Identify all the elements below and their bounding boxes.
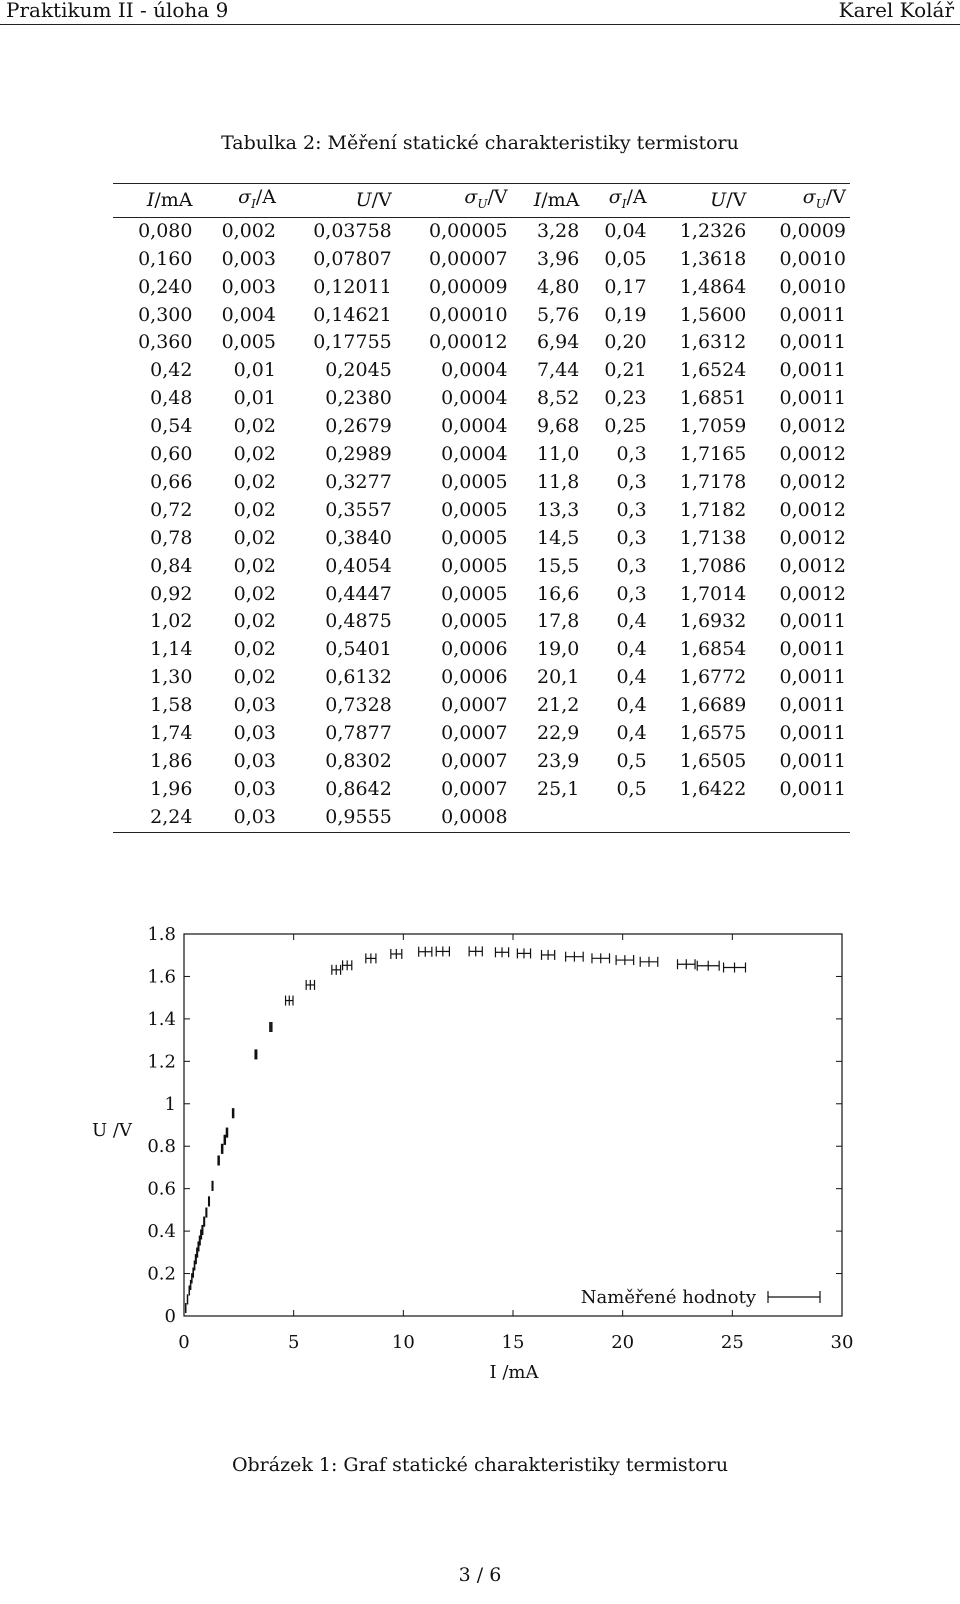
data-point: [366, 953, 376, 963]
table-cell: 13,3: [537, 498, 580, 521]
data-point: [332, 965, 341, 975]
table-cell: 0,0004: [441, 443, 508, 466]
table-cell: 0,7328: [325, 694, 392, 717]
table-cell: 3,96: [537, 247, 580, 270]
table-cell: 1,74: [150, 722, 193, 745]
table-cell: 0,05: [604, 247, 647, 270]
table-cell: 0,4: [616, 722, 647, 745]
x-tick-label: 10: [391, 1332, 415, 1353]
table-cell: 0,02: [233, 415, 276, 438]
data-point: [697, 961, 719, 971]
table-cell: 0,5: [616, 777, 647, 800]
table-cell: 0,0007: [441, 750, 508, 773]
table-cell: 0,3: [616, 526, 647, 549]
table-cell: 0,84: [150, 554, 193, 577]
data-point: [306, 980, 314, 990]
data-point: [255, 1049, 257, 1059]
table-cell: [583, 804, 650, 832]
table-cell: 23,9: [537, 750, 580, 773]
y-tick-label: 0: [164, 1306, 176, 1327]
table-cell: 0,3277: [325, 470, 392, 493]
table-cell: 1,6312: [679, 331, 747, 354]
table-cell: 0,02: [233, 582, 276, 605]
data-point: [678, 959, 696, 969]
table-cell: 9,68: [537, 415, 580, 438]
table-cell: 0,4447: [325, 582, 392, 605]
col-header-voltage-2: U/V: [710, 189, 747, 212]
table-cell: 0,8302: [325, 750, 392, 773]
table-cell: 1,6772: [679, 666, 747, 689]
table-cell: 3,28: [537, 219, 580, 242]
table-row: [113, 636, 850, 664]
table-cell: 0,0011: [779, 750, 846, 773]
col-header-current-2: I/mA: [533, 189, 580, 212]
data-point: [209, 1196, 210, 1206]
data-point: [204, 1217, 205, 1227]
table-cell: 25,1: [537, 777, 580, 800]
table-cell: 0,66: [150, 470, 193, 493]
table-cell: 0,0011: [779, 722, 846, 745]
x-tick-label: 0: [178, 1332, 190, 1353]
table-cell: 0,3: [616, 582, 647, 605]
table-cell: 1,6854: [679, 638, 747, 661]
table-cell: [512, 804, 584, 832]
table-cell: 0,02: [233, 666, 276, 689]
table-row: [113, 469, 850, 497]
table-cell: 11,0: [537, 443, 580, 466]
table-cell: 0,0011: [779, 694, 846, 717]
table-cell: 0,00009: [429, 275, 508, 298]
table-cell: 1,4864: [679, 275, 747, 298]
table-cell: 0,360: [138, 331, 193, 354]
table-cell: 0,0005: [441, 582, 508, 605]
figure-caption: Obrázek 1: Graf statické charakteristiky termistoru: [231, 1454, 729, 1476]
table-cell: 0,0011: [779, 303, 846, 326]
table-cell: 11,8: [537, 470, 580, 493]
y-tick-label: 1.8: [147, 924, 176, 945]
table-row: [113, 329, 850, 357]
table-cell: 0,04: [604, 219, 647, 242]
table-cell: 15,5: [537, 554, 580, 577]
data-point: [640, 957, 658, 967]
table-cell: 0,02: [233, 498, 276, 521]
table-cell: 0,03: [233, 805, 276, 828]
table-row: [113, 692, 850, 720]
table-cell: 0,0010: [779, 247, 846, 270]
table-cell: 1,6575: [679, 722, 747, 745]
table-cell: 1,86: [150, 750, 193, 773]
table-cell: 0,2989: [325, 443, 392, 466]
table-cell: 0,0005: [441, 498, 508, 521]
y-tick-label: 0.4: [147, 1221, 176, 1243]
table-cell: 0,03: [233, 777, 276, 800]
table-cell: [750, 804, 850, 832]
table-cell: 0,0012: [779, 443, 846, 466]
table-cell: 0,03: [233, 694, 276, 717]
table-cell: 6,94: [537, 331, 580, 354]
table-cell: 1,7059: [679, 415, 747, 438]
header-author: Karel Kolář: [838, 0, 954, 22]
table-cell: 5,76: [537, 303, 580, 326]
table-cell: 14,5: [537, 526, 580, 549]
table-cell: 1,7165: [679, 443, 747, 466]
data-point: [436, 946, 449, 956]
table-row: [113, 357, 850, 385]
table-cell: 0,004: [221, 303, 276, 326]
table-cell: 0,3840: [325, 526, 392, 549]
table-cell: 4,80: [537, 275, 580, 298]
table-cell: 0,0012: [779, 526, 846, 549]
table-cell: 0,03758: [313, 219, 392, 242]
data-point: [343, 960, 352, 970]
table-cell: 0,72: [150, 498, 193, 521]
table-row: [113, 302, 850, 330]
table-cell: 1,96: [150, 777, 193, 800]
table-cell: 0,02: [233, 443, 276, 466]
table-cell: 0,080: [138, 219, 193, 242]
table-cell: 0,4: [616, 610, 647, 633]
table-cell: 1,7014: [679, 582, 747, 605]
table-cell: 1,3618: [679, 247, 747, 270]
table-cell: 0,48: [150, 387, 193, 410]
table-cell: 0,0012: [779, 470, 846, 493]
table-cell: 0,5401: [325, 638, 392, 661]
y-tick-label: 0.8: [147, 1136, 176, 1158]
table-cell: 0,54: [150, 415, 193, 438]
table-cell: 0,92: [150, 582, 193, 605]
table-cell: 0,0007: [441, 694, 508, 717]
col-header-sigma-voltage-1: $\sigma_U/V$: [464, 186, 508, 211]
table-row: [113, 748, 850, 776]
data-point: [542, 950, 555, 960]
table-cell: 0,6132: [325, 666, 392, 689]
table-cell: 0,300: [138, 303, 193, 326]
table-cell: 0,00007: [429, 247, 508, 270]
table-cell: 0,160: [138, 247, 193, 270]
table-cell: 19,0: [537, 638, 580, 661]
table-cell: 0,23: [604, 387, 647, 410]
table-cell: 0,00010: [429, 303, 508, 326]
col-header-sigma-voltage-2: $\sigma_U/V$: [802, 186, 846, 211]
table-cell: 0,0010: [779, 275, 846, 298]
data-point: [218, 1155, 219, 1165]
table-cell: 1,14: [150, 638, 193, 661]
x-tick-label: 30: [830, 1332, 854, 1353]
table-cell: 0,42: [150, 359, 193, 382]
table-cell: 1,6851: [679, 387, 747, 410]
table-row: [113, 720, 850, 748]
table-cell: 0,3: [616, 554, 647, 577]
table-cell: 0,0005: [441, 610, 508, 633]
table-cell: 0,005: [221, 331, 276, 354]
col-header-voltage-1: U/V: [355, 189, 392, 212]
table-cell: 8,52: [537, 387, 580, 410]
table-row: [113, 497, 850, 525]
table-cell: 0,12011: [313, 275, 392, 298]
table-cell: 1,2326: [679, 219, 747, 242]
table-cell: 1,30: [150, 666, 193, 689]
col-header-sigma-current-1: $\sigma_I/A$: [238, 186, 276, 211]
measurement-table: [113, 183, 850, 833]
table-cell: 7,44: [537, 359, 580, 382]
table-cell: 0,07807: [313, 247, 392, 270]
table-cell: 1,7178: [679, 470, 747, 493]
y-tick-label: 1.6: [147, 966, 176, 988]
table-cell: 0,0006: [441, 666, 508, 689]
table-row: [113, 664, 850, 692]
table-row: [113, 581, 850, 609]
page-number: 3 / 6: [458, 1564, 502, 1586]
table-cell: 17,8: [537, 610, 580, 633]
table-cell: 0,00005: [429, 219, 508, 242]
table-cell: 0,0005: [441, 554, 508, 577]
data-point: [270, 1022, 272, 1032]
table-cell: 20,1: [537, 666, 580, 689]
table-cell: 0,0007: [441, 777, 508, 800]
table-cell: 1,58: [150, 694, 193, 717]
y-tick-label: 1.2: [147, 1051, 176, 1073]
table-header-row: [113, 184, 850, 218]
table-cell: 0,0007: [441, 722, 508, 745]
y-tick-label: 0.6: [147, 1178, 176, 1200]
table-cell: 0,2380: [325, 387, 392, 410]
table-caption: Tabulka 2: Měření statické charakteristiky termistoru: [221, 132, 739, 154]
table-row: [113, 385, 850, 413]
table-cell: 0,0004: [441, 415, 508, 438]
table-cell: 0,3: [616, 498, 647, 521]
table-cell: 0,4: [616, 694, 647, 717]
data-point: [419, 947, 432, 957]
table-cell: 0,0011: [779, 777, 846, 800]
table-cell: 16,6: [537, 582, 580, 605]
table-cell: 0,4054: [325, 554, 392, 577]
characteristic-chart: [0, 900, 960, 1420]
table-cell: 0,0011: [779, 610, 846, 633]
table-cell: 22,9: [537, 722, 580, 745]
table-cell: 0,02: [233, 526, 276, 549]
table-cell: 0,3: [616, 470, 647, 493]
table-cell: 0,0004: [441, 387, 508, 410]
y-tick-label: 0.2: [147, 1263, 176, 1285]
table-cell: 0,03: [233, 722, 276, 745]
data-point: [517, 948, 530, 958]
table-cell: 0,4: [616, 666, 647, 689]
table-cell: 0,8642: [325, 777, 392, 800]
table-cell: 1,6505: [679, 750, 747, 773]
table-row: [113, 274, 850, 302]
table-cell: 0,02: [233, 554, 276, 577]
table-cell: 1,6422: [679, 777, 747, 800]
table-cell: 0,4875: [325, 610, 392, 633]
running-header: [0, 0, 960, 25]
table-cell: 0,03: [233, 750, 276, 773]
x-tick-label: 5: [287, 1332, 300, 1353]
table-cell: 0,00012: [429, 331, 508, 354]
plot-frame: [184, 934, 842, 1316]
table-cell: 0,0011: [779, 666, 846, 689]
data-point: [206, 1208, 207, 1218]
table-cell: 0,02: [233, 610, 276, 633]
table-cell: 0,25: [604, 415, 647, 438]
data-point: [566, 952, 584, 962]
table-cell: 0,0008: [441, 805, 508, 828]
table-cell: 1,7138: [679, 526, 747, 549]
table-cell: 0,0011: [779, 638, 846, 661]
data-point: [202, 1225, 203, 1235]
table-cell: 0,17755: [313, 331, 392, 354]
data-point: [724, 962, 746, 972]
y-tick-label: 1.4: [147, 1008, 176, 1030]
table-cell: 0,0011: [779, 331, 846, 354]
data-point: [391, 949, 402, 959]
table-row: [113, 608, 850, 636]
table-cell: 0,2679: [325, 415, 392, 438]
table-cell: 0,3: [616, 443, 647, 466]
table-cell: 0,01: [233, 359, 276, 382]
table-row: [113, 441, 850, 469]
table-cell: 0,0011: [779, 387, 846, 410]
table-cell: 0,0005: [441, 470, 508, 493]
table-cell: 0,2045: [325, 359, 392, 382]
x-tick-label: 15: [501, 1332, 525, 1353]
table-cell: 0,02: [233, 638, 276, 661]
table-row: [113, 804, 850, 832]
header-left-title: Praktikum II - úloha 9: [6, 0, 229, 22]
table-cell: 0,19: [604, 303, 647, 326]
col-header-sigma-current-2: $\sigma_I/A$: [608, 186, 647, 211]
table-row: [113, 413, 850, 441]
data-point: [469, 946, 482, 956]
table-cell: 0,0006: [441, 638, 508, 661]
data-point: [232, 1108, 233, 1118]
table-cell: 0,3557: [325, 498, 392, 521]
table-cell: 0,7877: [325, 722, 392, 745]
data-point: [286, 996, 293, 1006]
table-cell: 0,9555: [325, 805, 392, 828]
table-cell: 0,0004: [441, 359, 508, 382]
table-cell: 0,01: [233, 387, 276, 410]
x-axis-label: I /mA: [489, 1362, 539, 1383]
table-cell: 1,02: [150, 610, 193, 633]
table-row: [113, 776, 850, 804]
table-cell: 0,0011: [779, 359, 846, 382]
table-cell: 0,002: [221, 219, 276, 242]
data-point: [222, 1144, 223, 1154]
table-cell: 1,7086: [679, 554, 747, 577]
table-cell: 0,0012: [779, 498, 846, 521]
table-cell: 1,6932: [679, 610, 747, 633]
data-point: [226, 1128, 227, 1138]
table-cell: 0,20: [604, 331, 647, 354]
data-point: [592, 953, 610, 963]
table-cell: 0,0012: [779, 582, 846, 605]
table-cell: 2,24: [150, 805, 193, 828]
table-cell: 0,0005: [441, 526, 508, 549]
data-point: [212, 1181, 213, 1191]
table-cell: 0,60: [150, 443, 193, 466]
table-cell: 0,0012: [779, 415, 846, 438]
table-row: [113, 246, 850, 274]
table-row: [113, 553, 850, 581]
table-cell: [651, 804, 751, 832]
table-cell: 0,14621: [313, 303, 392, 326]
table-cell: 0,02: [233, 470, 276, 493]
table-cell: 1,7182: [679, 498, 747, 521]
y-tick-label: 1: [164, 1093, 176, 1115]
table-cell: 1,6689: [679, 694, 747, 717]
table-cell: 1,6524: [679, 359, 747, 382]
table-cell: 0,78: [150, 526, 193, 549]
table-cell: 1,5600: [679, 303, 747, 326]
table-cell: 21,2: [537, 694, 580, 717]
table-cell: 0,0009: [779, 219, 846, 242]
data-point: [495, 947, 508, 957]
table-cell: 0,003: [221, 275, 276, 298]
x-tick-label: 25: [720, 1332, 744, 1353]
table-cell: 0,21: [604, 359, 647, 382]
table-row: [113, 525, 850, 553]
data-point: [224, 1135, 225, 1145]
table-cell: 0,4: [616, 638, 647, 661]
table-row: [113, 217, 850, 245]
table-cell: 0,240: [138, 275, 193, 298]
table-cell: 0,0012: [779, 554, 846, 577]
data-point: [616, 955, 634, 965]
legend-label: Naměřené hodnoty: [580, 1287, 756, 1308]
col-header-current-1: I/mA: [146, 189, 193, 212]
table-cell: 0,5: [616, 750, 647, 773]
y-axis-label: U /V: [92, 1120, 132, 1141]
table-cell: 0,17: [604, 275, 647, 298]
table-cell: 0,003: [221, 247, 276, 270]
x-tick-label: 20: [611, 1332, 635, 1353]
